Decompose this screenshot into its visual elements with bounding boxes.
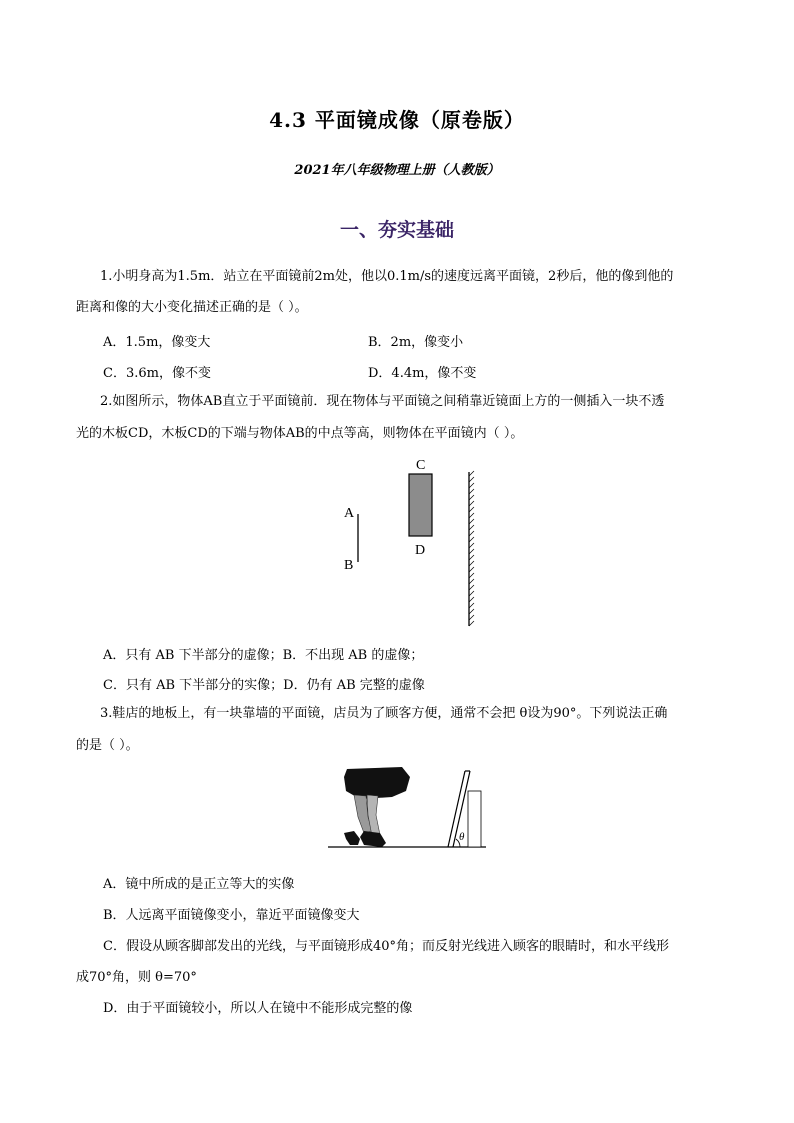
q1-line1: 1.小明身高为1.5m．站立在平面镜前2m处，他以0.1m/s的速度远离平面镜，2秒后，他的像到他的 [100,269,674,284]
q3-option-c-line2: 成70°角，则 θ=70° [76,970,197,985]
label-c: C [416,458,426,473]
q2-line1: 2.如图所示，物体AB直立于平面镜前．现在物体与平面镜之间稍靠近镜面上方的一侧插入一块不透 [100,394,665,409]
q1-option-a: A．1.5m，像变大 [103,335,211,350]
document-subtitle: 2021年八年级物理上册（人教版） [294,163,500,178]
q3-line2: 的是（ ）。 [76,738,139,753]
q1-option-c: C．3.6m，像不变 [103,366,211,381]
q3-option-d: D．由于平面镜较小，所以人在镜中不能形成完整的像 [103,1001,413,1016]
board-cd [409,474,432,536]
label-b: B [344,558,354,573]
q3-line1: 3.鞋店的地板上，有一块靠墙的平面镜，店员为了顾客方便，通常不会把 θ设为90°。下列说法正确 [100,706,668,721]
shoe-back-shape [344,831,360,845]
theta-label: θ [459,831,465,843]
label-d: D [415,543,426,558]
q3-option-b: B．人远离平面镜像变小，靠近平面镜像变大 [103,908,360,923]
q2-line2: 光的木板CD，木板CD的下端与物体AB的中点等高，则物体在平面镜内（ ）。 [76,426,524,441]
q3-option-a: A．镜中所成的是正立等大的实像 [103,877,295,892]
q1-line2: 距离和像的大小变化描述正确的是（ ）。 [76,300,308,315]
q2-options-line1: A．只有 AB 下半部分的虚像；B．不出现 AB 的虚像； [103,648,424,663]
q2-options-line2: C．只有 AB 下半部分的实像；D．仍有 AB 完整的虚像 [103,678,425,693]
section-heading: 一、夯实基础 [339,219,454,241]
document-title: 4.3 平面镜成像（原卷版） [269,108,525,132]
q2-mirror-figure [330,452,490,632]
mirror-hatching [469,471,474,626]
q3-option-c-line1: C．假设从顾客脚部发出的光线，与平面镜形成40°角；而反射光线进入顾客的眼睛时，和水平线形 [103,939,669,954]
wall-block [468,791,481,847]
q1-option-d: D．4.4m，像不变 [368,366,477,381]
q1-option-b: B．2m，像变小 [368,335,464,350]
label-a: A [344,506,355,521]
q3-shoe-mirror-figure [320,765,490,855]
skirt-shape [344,767,410,799]
shoe-front-shape [360,831,386,847]
